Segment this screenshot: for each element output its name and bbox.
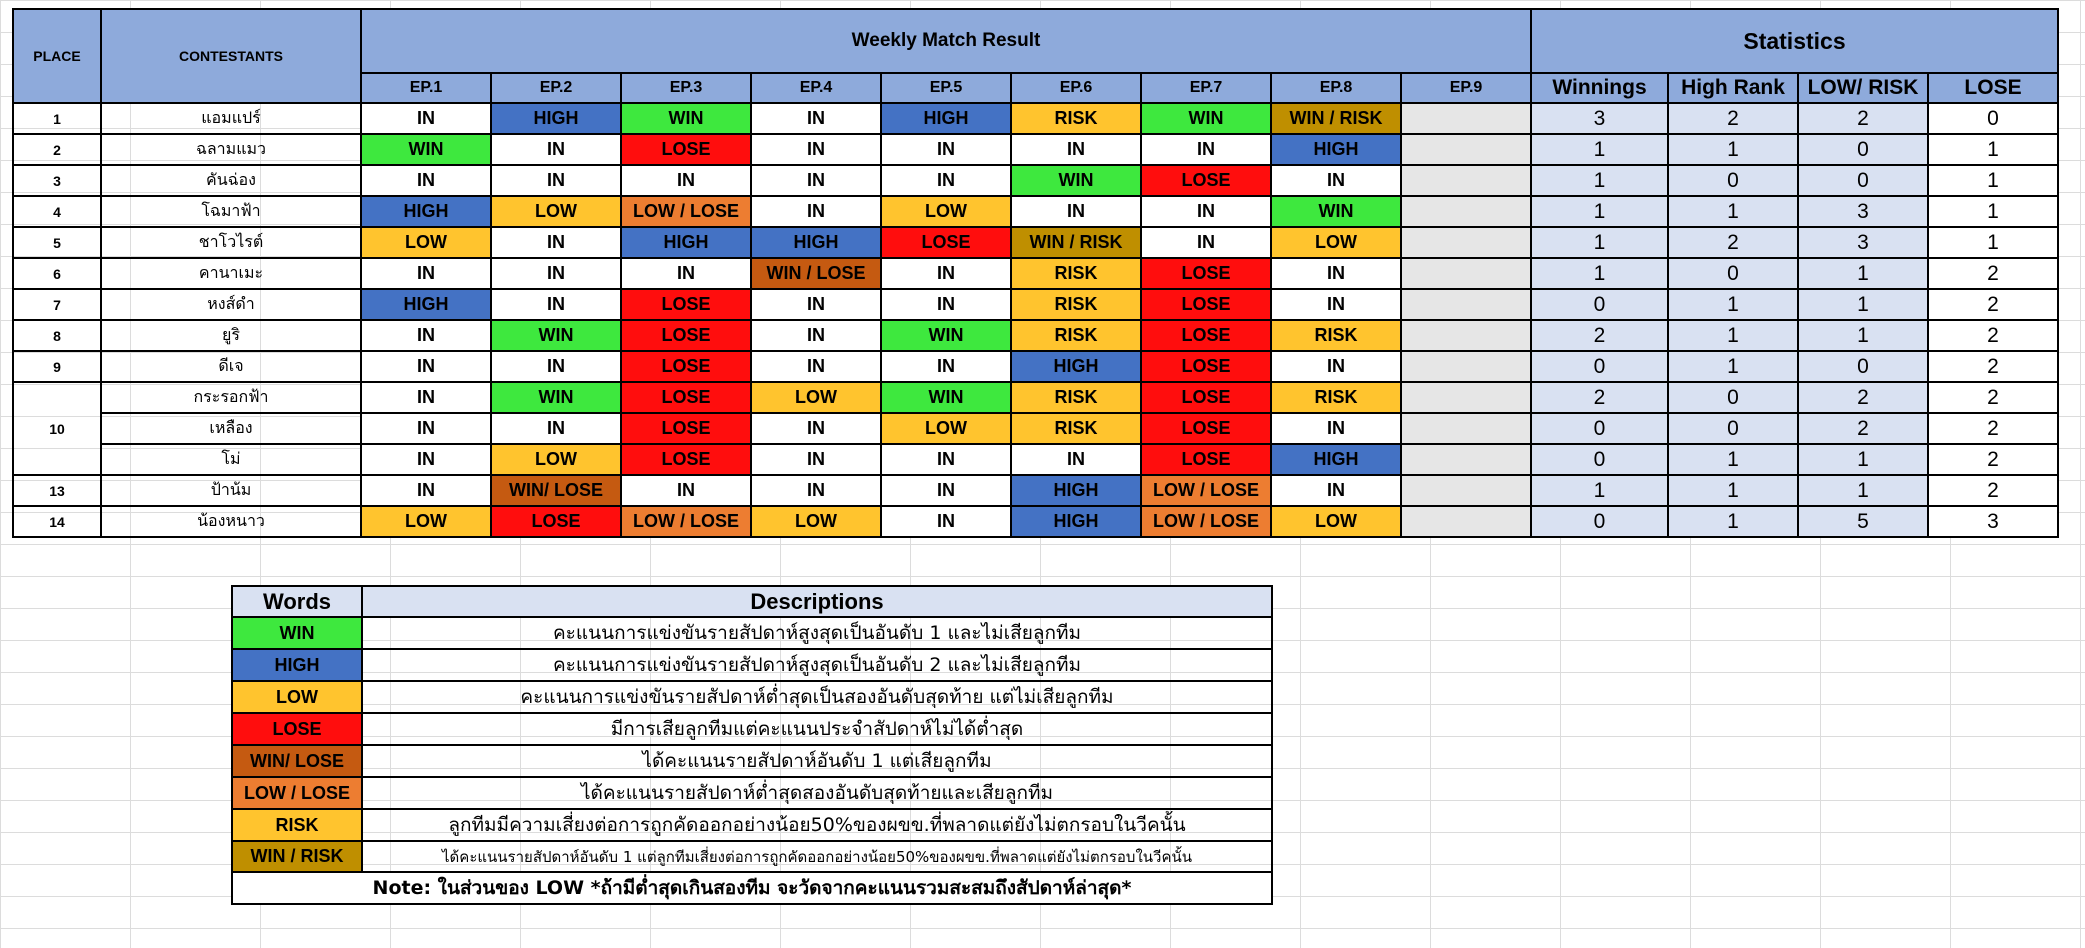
weekly-result-title: Weekly Match Result [361,9,1531,73]
result-cell: LOW [1271,506,1401,537]
stat-cell: 0 [1928,103,2058,134]
table-row [13,444,2058,475]
stat-cell: 2 [1798,382,1928,413]
stat-cell: 2 [1928,351,2058,382]
result-cell: IN [1271,413,1401,444]
statistics-title: Statistics [1531,9,2058,73]
place-cell: 10 [13,382,101,475]
legend-description: ได้คะแนนรายสัปดาห์ต่ำสุดสองอันดับสุดท้ายและเสียลูกทีม [362,777,1272,809]
result-cell: HIGH [1011,475,1141,506]
result-cell: IN [751,413,881,444]
result-cell: IN [881,165,1011,196]
result-cell: IN [751,103,881,134]
result-cell: LOSE [621,134,751,165]
place-cell: 9 [13,351,101,382]
legend-table [231,585,1273,905]
contestant-name: เหลือง [101,413,361,444]
stat-cell: 1 [1531,258,1668,289]
stat-cell: 0 [1531,506,1668,537]
result-cell: WIN / LOSE [751,258,881,289]
stat-cell: 1 [1668,506,1798,537]
result-cell: RISK [1011,413,1141,444]
place-cell: 6 [13,258,101,289]
stat-cell: 0 [1668,165,1798,196]
result-cell: IN [491,289,621,320]
result-cell: IN [361,382,491,413]
stat-cell: 2 [1668,103,1798,134]
stat-cell: 2 [1928,382,2058,413]
result-cell-empty [1401,506,1531,537]
result-cell: IN [1271,351,1401,382]
result-cell: WIN [881,320,1011,351]
table-row [13,227,2058,258]
legend-row [232,617,1272,649]
result-cell: IN [491,258,621,289]
result-cell-empty [1401,289,1531,320]
result-cell-empty [1401,444,1531,475]
result-cell-empty [1401,413,1531,444]
stat-header-4: LOSE [1928,73,2058,103]
result-cell: LOW [491,444,621,475]
legend-word: HIGH [232,649,362,681]
stat-cell: 0 [1531,444,1668,475]
result-cell: WIN [1011,165,1141,196]
result-cell: IN [361,413,491,444]
result-cell: IN [621,258,751,289]
result-cell: HIGH [1011,506,1141,537]
stat-cell: 1 [1531,165,1668,196]
result-cell: LOSE [621,382,751,413]
result-cell: IN [361,320,491,351]
stat-cell: 1 [1928,196,2058,227]
stat-cell: 1 [1668,289,1798,320]
place-cell: 5 [13,227,101,258]
legend-description: คะแนนการแข่งขันรายสัปดาห์สูงสุดเป็นอันดับ 2 และไม่เสียลูกทีม [362,649,1272,681]
result-cell: LOSE [1141,289,1271,320]
result-cell: LOSE [621,289,751,320]
stat-cell: 1 [1798,320,1928,351]
result-cell: IN [621,475,751,506]
episode-header-1: EP.1 [361,73,491,103]
stat-header-2: High Rank [1668,73,1798,103]
result-cell: LOW [881,413,1011,444]
result-cell: IN [751,320,881,351]
result-cell: IN [881,506,1011,537]
result-cell: IN [1011,196,1141,227]
result-cell: LOW [751,506,881,537]
stat-cell: 1 [1798,444,1928,475]
result-cell: IN [1271,289,1401,320]
contestant-name: ชาโวไรต์ [101,227,361,258]
result-cell: IN [361,444,491,475]
stat-cell: 1 [1531,227,1668,258]
table-row [13,506,2058,537]
result-cell: IN [361,258,491,289]
result-cell: WIN [621,103,751,134]
table-row [13,320,2058,351]
result-cell: IN [881,475,1011,506]
result-cell-empty [1401,165,1531,196]
result-cell-empty [1401,258,1531,289]
place-cell: 4 [13,196,101,227]
result-cell: IN [751,165,881,196]
result-cell: RISK [1271,320,1401,351]
result-cell: LOW / LOSE [1141,475,1271,506]
result-cell: IN [361,351,491,382]
stat-cell: 0 [1668,382,1798,413]
table-row [13,103,2058,134]
result-cell: HIGH [361,196,491,227]
place-cell: 2 [13,134,101,165]
stat-header-1: Winnings [1531,73,1668,103]
legend-description: คะแนนการแข่งขันรายสัปดาห์สูงสุดเป็นอันดับ 1 และไม่เสียลูกทีม [362,617,1272,649]
result-cell: IN [881,289,1011,320]
contestant-name: คันฉ่อง [101,165,361,196]
stat-cell: 1 [1798,289,1928,320]
result-cell: LOW [881,196,1011,227]
result-cell-empty [1401,134,1531,165]
result-cell: LOSE [1141,258,1271,289]
result-cell: HIGH [751,227,881,258]
stat-cell: 0 [1668,258,1798,289]
contestant-name: ป้าน้ม [101,475,361,506]
table-row [13,475,2058,506]
contestant-name: ยูริ [101,320,361,351]
legend-word: WIN/ LOSE [232,745,362,777]
result-cell: LOSE [1141,413,1271,444]
result-cell: IN [881,351,1011,382]
legend-word: WIN [232,617,362,649]
episode-header-8: EP.8 [1271,73,1401,103]
contestant-name: แอมแปร์ [101,103,361,134]
stat-cell: 2 [1928,413,2058,444]
stat-cell: 5 [1798,506,1928,537]
result-cell: LOW / LOSE [621,196,751,227]
stat-cell: 1 [1668,320,1798,351]
legend-row [232,713,1272,745]
contestant-name: น้องหนาว [101,506,361,537]
result-cell: LOSE [1141,320,1271,351]
result-cell: LOSE [1141,351,1271,382]
place-cell: 8 [13,320,101,351]
result-cell: HIGH [881,103,1011,134]
table-row [13,382,2058,413]
result-cell: LOSE [1141,382,1271,413]
stat-cell: 2 [1531,382,1668,413]
legend-row [232,841,1272,872]
episode-header-3: EP.3 [621,73,751,103]
result-cell: RISK [1011,320,1141,351]
result-cell: WIN [1141,103,1271,134]
result-cell: WIN / RISK [1011,227,1141,258]
stat-cell: 1 [1668,351,1798,382]
result-cell: HIGH [491,103,621,134]
table-row [13,134,2058,165]
contestant-name: ฉลามแมว [101,134,361,165]
stat-cell: 1 [1928,134,2058,165]
result-cell: IN [1141,196,1271,227]
contestants-header: CONTESTANTS [101,9,361,103]
result-cell: LOSE [621,444,751,475]
legend-row [232,777,1272,809]
result-cell: IN [751,196,881,227]
legend-words-header: Words [232,586,362,617]
legend-word: WIN / RISK [232,841,362,872]
result-cell-empty [1401,382,1531,413]
stat-cell: 2 [1928,289,2058,320]
result-cell: IN [751,475,881,506]
result-cell: LOSE [1141,444,1271,475]
result-cell: RISK [1011,289,1141,320]
place-cell: 13 [13,475,101,506]
result-cell: WIN/ LOSE [491,475,621,506]
stat-cell: 2 [1798,103,1928,134]
stat-cell: 2 [1928,320,2058,351]
episode-header-7: EP.7 [1141,73,1271,103]
legend-row [232,681,1272,713]
result-cell: HIGH [621,227,751,258]
result-cell: IN [621,165,751,196]
legend-word: RISK [232,809,362,841]
stat-cell: 3 [1531,103,1668,134]
table-row [13,258,2058,289]
result-cell: IN [1271,165,1401,196]
result-cell: RISK [1271,382,1401,413]
stat-cell: 3 [1798,196,1928,227]
table-row [13,413,2058,444]
stat-cell: 1 [1668,475,1798,506]
result-cell: WIN [881,382,1011,413]
result-cell: IN [491,134,621,165]
stat-cell: 1 [1798,475,1928,506]
result-cell: WIN / RISK [1271,103,1401,134]
legend-row [232,809,1272,841]
legend-description: มีการเสียลูกทีมแต่คะแนนประจำสัปดาห์ไม่ได้ต่ำสุด [362,713,1272,745]
result-cell: WIN [1271,196,1401,227]
place-cell: 1 [13,103,101,134]
result-cell: RISK [1011,258,1141,289]
result-cell: WIN [491,320,621,351]
stat-cell: 1 [1928,165,2058,196]
legend-word: LOSE [232,713,362,745]
result-cell: IN [1271,258,1401,289]
contestant-name: ดีเจ [101,351,361,382]
legend-note: Note: ในส่วนของ LOW *ถ้ามีต่ำสุดเกินสองทีม จะวัดจากคะแนนรวมสะสมถึงสัปดาห์ล่าสุด* [232,872,1272,904]
result-cell-empty [1401,103,1531,134]
result-cell-empty [1401,475,1531,506]
result-cell: HIGH [1011,351,1141,382]
place-header: PLACE [13,9,101,103]
result-cell: WIN [361,134,491,165]
stat-cell: 3 [1928,506,2058,537]
result-cell: IN [751,351,881,382]
stat-header-3: LOW/ RISK [1798,73,1928,103]
result-cell: IN [1141,227,1271,258]
result-cell: LOW / LOSE [1141,506,1271,537]
result-cell: LOSE [491,506,621,537]
stat-cell: 2 [1798,413,1928,444]
result-cell: LOSE [881,227,1011,258]
result-cell: LOW [491,196,621,227]
stat-cell: 1 [1531,196,1668,227]
stat-cell: 0 [1531,351,1668,382]
stat-cell: 1 [1668,444,1798,475]
stat-cell: 1 [1928,227,2058,258]
result-cell: HIGH [361,289,491,320]
result-cell: WIN [491,382,621,413]
result-cell: RISK [1011,103,1141,134]
stat-cell: 0 [1798,134,1928,165]
result-cell: IN [361,165,491,196]
legend-word: LOW / LOSE [232,777,362,809]
result-cell: HIGH [1271,134,1401,165]
result-cell: IN [881,134,1011,165]
result-cell: IN [881,444,1011,475]
result-cell: HIGH [1271,444,1401,475]
result-cell: IN [1011,444,1141,475]
place-cell: 3 [13,165,101,196]
stat-cell: 1 [1668,196,1798,227]
episode-header-4: EP.4 [751,73,881,103]
result-cell: IN [491,165,621,196]
stat-cell: 1 [1668,134,1798,165]
result-cell: LOSE [621,413,751,444]
stat-cell: 2 [1531,320,1668,351]
legend-description: ลูกทีมมีความเสี่ยงต่อการถูกคัดออกอย่างน้อย50%ของผขข.ที่พลาดแต่ยังไม่ตกรอบในวีคนั้น [362,809,1272,841]
episode-header-5: EP.5 [881,73,1011,103]
result-cell: IN [491,413,621,444]
result-cell: IN [1271,475,1401,506]
result-cell: IN [751,289,881,320]
contestant-name: หงส์ดำ [101,289,361,320]
legend-row [232,745,1272,777]
stat-cell: 1 [1531,134,1668,165]
result-cell-empty [1401,351,1531,382]
result-cell: IN [881,258,1011,289]
table-row [13,351,2058,382]
episode-header-6: EP.6 [1011,73,1141,103]
result-cell-empty [1401,320,1531,351]
result-cell-empty [1401,227,1531,258]
contestant-name: คานาเมะ [101,258,361,289]
stat-cell: 0 [1798,351,1928,382]
result-cell: IN [361,103,491,134]
result-cell: IN [491,351,621,382]
result-cell: LOW [361,506,491,537]
episode-header-9: EP.9 [1401,73,1531,103]
results-table [12,8,2059,538]
result-cell: IN [361,475,491,506]
result-cell: LOSE [1141,165,1271,196]
contestant-name: กระรอกฟ้า [101,382,361,413]
contestant-name: โฉมาฟ้า [101,196,361,227]
stat-cell: 0 [1531,289,1668,320]
legend-description: คะแนนการแข่งขันรายสัปดาห์ต่ำสุดเป็นสองอันดับสุดท้าย แต่ไม่เสียลูกทีม [362,681,1272,713]
place-cell: 14 [13,506,101,537]
result-cell: IN [751,444,881,475]
result-cell: IN [1011,134,1141,165]
place-cell: 7 [13,289,101,320]
result-cell: IN [751,134,881,165]
result-cell: LOW [751,382,881,413]
result-cell: LOSE [621,351,751,382]
stat-cell: 0 [1531,413,1668,444]
table-row [13,196,2058,227]
stat-cell: 2 [1928,258,2058,289]
legend-word: LOW [232,681,362,713]
episode-header-2: EP.2 [491,73,621,103]
legend-description: ได้คะแนนรายสัปดาห์อันดับ 1 แต่เสียลูกทีม [362,745,1272,777]
stat-cell: 1 [1798,258,1928,289]
stat-cell: 2 [1668,227,1798,258]
result-cell-empty [1401,196,1531,227]
result-cell: LOW / LOSE [621,506,751,537]
stat-cell: 0 [1798,165,1928,196]
stat-cell: 0 [1668,413,1798,444]
stat-cell: 2 [1928,475,2058,506]
result-cell: LOW [1271,227,1401,258]
table-row [13,289,2058,320]
result-cell: RISK [1011,382,1141,413]
stat-cell: 2 [1928,444,2058,475]
legend-descriptions-header: Descriptions [362,586,1272,617]
legend-row [232,649,1272,681]
result-cell: LOSE [621,320,751,351]
legend-description: ได้คะแนนรายสัปดาห์อันดับ 1 แต่ลูกทีมเสี่ยงต่อการถูกคัดออกอย่างน้อย50%ของผขข.ที่พลาดแต่ยังไม่ตกรอบในวีคนั้น [362,841,1272,872]
result-cell: IN [491,227,621,258]
result-cell: LOW [361,227,491,258]
contestant-name: โม่ [101,444,361,475]
result-cell: IN [1141,134,1271,165]
table-row [13,165,2058,196]
stat-cell: 3 [1798,227,1928,258]
stat-cell: 1 [1531,475,1668,506]
